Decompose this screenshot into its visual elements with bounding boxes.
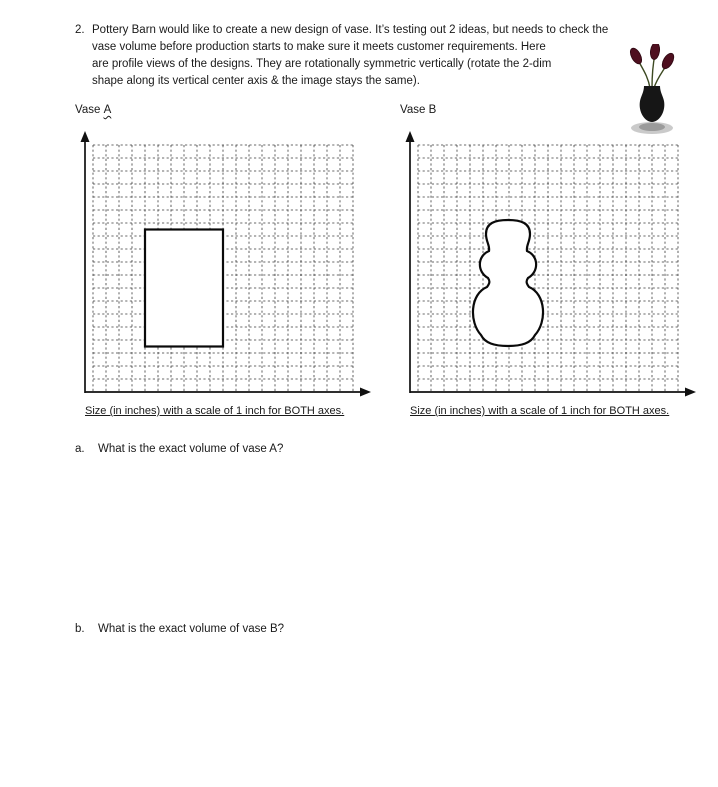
vase-a-caption: Size (in inches) with a scale of 1 inch for BOTH axes.: [85, 405, 345, 417]
vase-b-panel: [400, 126, 705, 417]
question-b: [75, 623, 284, 635]
vase-b-label-letter: B: [428, 104, 437, 116]
vase-b-caption: Size (in inches) with a scale of 1 inch for BOTH axes.: [410, 405, 670, 417]
vase-b-label: [400, 104, 436, 116]
problem-text: [92, 22, 655, 90]
question-a-text: What is the exact volume of vase A?: [98, 443, 284, 455]
problem-text-line: vase volume before production starts to make sure it meets customer requirements. Here: [92, 41, 546, 53]
question-a: [75, 443, 283, 455]
problem-text-line: Pottery Barn would like to create a new design of vase. It’s testing out 2 ideas, but needs to check the: [92, 24, 609, 36]
problem-statement: [75, 22, 655, 90]
vase-a-label-letter: A: [103, 104, 112, 116]
vase-a-label: [75, 104, 111, 116]
problem-number: 2.: [75, 24, 85, 36]
vase-a-label-prefix: Vase: [75, 104, 101, 116]
decorative-vase-image: [628, 44, 676, 136]
problem-text-line: are profile views of the designs. They are rotationally symmetric vertically (rotate the 2-dim: [92, 58, 552, 70]
problem-text-line: shape along its vertical center axis & the image stays the same).: [92, 75, 420, 87]
vase-b-grid: [400, 126, 700, 398]
vase-a-panel: [75, 126, 380, 417]
question-b-text: What is the exact volume of vase B?: [98, 623, 285, 635]
vase-b-label-prefix: Vase: [400, 104, 426, 116]
vase-a-grid: [75, 126, 375, 398]
question-a-letter: a.: [75, 443, 85, 455]
question-b-letter: b.: [75, 623, 85, 635]
